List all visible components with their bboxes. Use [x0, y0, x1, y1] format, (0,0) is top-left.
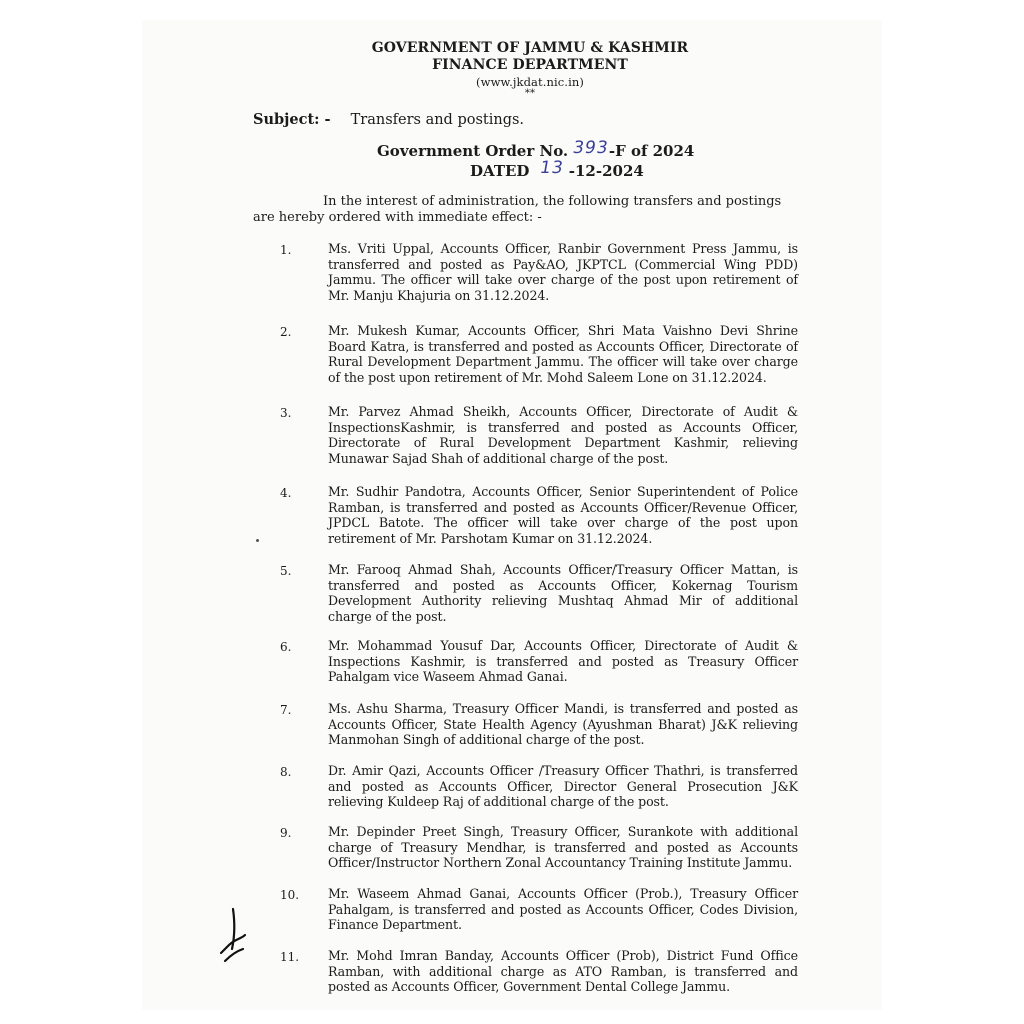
item-text: Mr. Depinder Preet Singh, Treasury Officer, Surankote with additional charge of Treasury Mendhar, is transferred and posted as Accounts Officer/Instructor Northern Zonal Accountancy Training Institute Jammu. [328, 824, 798, 871]
item-text: Mr. Mohammad Yousuf Dar, Accounts Officer, Directorate of Audit & Inspections Kashmir, is transferred and posted as Treasury Officer Pahalgam vice Waseem Ahmad Ganai. [328, 638, 798, 685]
order-number-line [377, 138, 695, 161]
item-text: Mr. Parvez Ahmad Sheikh, Accounts Officer, Directorate of Audit & InspectionsKashmir, is transferred and posted as Accounts Officer, Directorate of Rural Development Department Kashmir, relieving Munawar Sajad Shah of additional charge of the post. [328, 404, 798, 466]
item-number: 5. [280, 564, 292, 578]
item-number: 1. [280, 243, 292, 257]
stray-dot [256, 539, 259, 542]
order-prefix: Government Order No. [377, 142, 569, 160]
item-text: Mr. Waseem Ahmad Ganai, Accounts Officer (Prob.), Treasury Officer Pahalgam, is transferred and posted as Accounts Officer, Codes Division, Finance Department. [328, 886, 798, 933]
item-number: 8. [280, 765, 292, 779]
item-text: Mr. Mukesh Kumar, Accounts Officer, Shri Mata Vaishno Devi Shrine Board Katra, is transferred and posted as Accounts Officer, Directorate of Rural Development Department Jammu. The officer will take over charge of the post upon retirement of Mr. Mohd Saleem Lone on 31.12.2024. [328, 323, 798, 385]
item-number: 6. [280, 640, 292, 654]
item-text: Dr. Amir Qazi, Accounts Officer /Treasury Officer Thathri, is transferred and posted as Accounts Officer, Director General Prosecution J&K relieving Kuldeep Raj of additional charge of the post. [328, 763, 798, 810]
date-day-handwritten: 13 [538, 158, 566, 178]
order-date-line [470, 158, 644, 181]
order-number-handwritten: 393 [571, 138, 611, 158]
margin-pen-mark-icon [215, 905, 255, 965]
intro-paragraph: In the interest of administration, the following transfers and postings are hereby ordered with immediate effect: - [253, 194, 782, 225]
item-number: 7. [280, 703, 292, 717]
item-text: Mr. Sudhir Pandotra, Accounts Officer, Senior Superintendent of Police Ramban, is transferred and posted as Accounts Officer/Revenue Officer, JPDCL Batote. The officer will take over charge of the post upon retirement of Mr. Parshotam Kumar on 31.12.2024. [328, 484, 798, 546]
header-government: GOVERNMENT OF JAMMU & KASHMIR [371, 40, 689, 56]
header-department: FINANCE DEPARTMENT [432, 57, 628, 73]
order-suffix: -F of 2024 [608, 142, 695, 160]
item-text: Ms. Vriti Uppal, Accounts Officer, Ranbir Government Press Jammu, is transferred and posted as Pay&AO, JKPTCL (Commercial Wing PDD) Jammu. The officer will take over charge of the post upon retirement of Mr. Manju Khajuria on 31.12.2024. [328, 241, 798, 303]
item-number: 9. [280, 826, 292, 840]
item-number: 4. [280, 486, 292, 500]
subject-label: Subject: - [253, 111, 331, 128]
item-text: Mr. Farooq Ahmad Shah, Accounts Officer/Treasury Officer Mattan, is transferred and posted as Accounts Officer, Kokernag Tourism Development Authority relieving Mushtaq Ahmad Mir of additional charge of the post. [328, 562, 798, 624]
item-number: 3. [280, 406, 292, 420]
subject-line [253, 111, 524, 128]
date-rest: -12-2024 [568, 162, 644, 180]
header-separator: ** [524, 88, 536, 99]
subject-text: Transfers and postings. [350, 112, 525, 128]
item-text: Mr. Mohd Imran Banday, Accounts Officer (Prob), District Fund Office Ramban, with additional charge as ATO Ramban, is transferred and posted as Accounts Officer, Government Dental College Jammu. [328, 948, 798, 995]
item-number: 11. [280, 950, 300, 964]
item-text: Ms. Ashu Sharma, Treasury Officer Mandi, is transferred and posted as Accounts Officer, State Health Agency (Ayushman Bharat) J&K relieving Manmohan Singh of additional charge of the post. [328, 701, 798, 748]
item-number: 2. [280, 325, 292, 339]
header-website: (www.jkdat.nic.in) [476, 75, 584, 89]
item-number: 10. [280, 888, 300, 902]
dated-label: DATED [470, 162, 530, 180]
